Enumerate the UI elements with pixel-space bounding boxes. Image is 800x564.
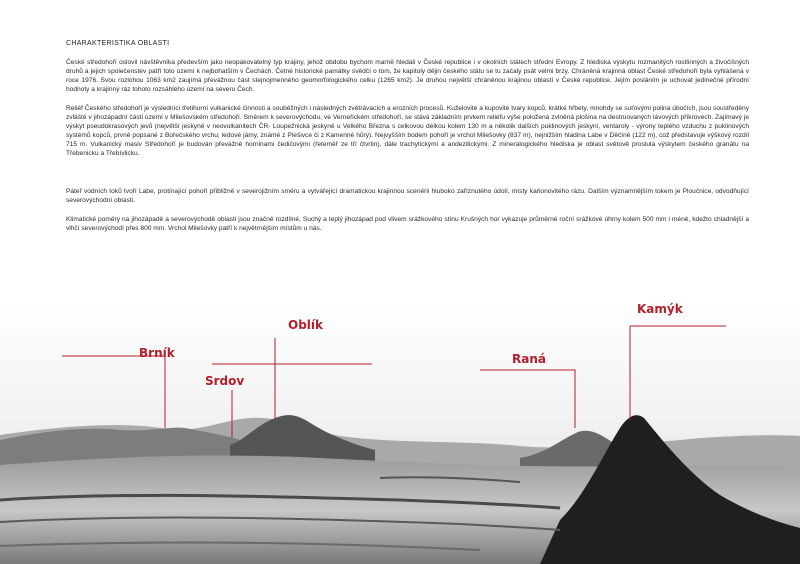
paragraph-intro: České středohoří oslovil návštěvníka především jako neopakovatelný typ krajiny, jehož obdobu bychom marně hledali v České republice i v okolních státech střední Evropy. Z hlediska výskytu rozmanitých rostlinných a živočišných druhů a jejich společenstev patří toto území k nejbohatším v Čechách. Četné historické památky svědčí o tom, že kapitoly dějin českého státu se tu začaly psát velmi brzy. Chráněná krajinná oblast České středohoří byla vyhlášena v roce 1976. Svou rozlohou 1063 km2 zaujímá převážnou část stejnojmenného geomorfologického celku (1265 km2). Je druhou největší chráněnou krajinou oblastí v České republice. Jejím posláním je uchovat jedinečné přírodní hodnoty a krajinný ráz tohoto rozsáhlého území na severu Čech. <box>66 59 749 94</box>
peak-label-oblik: Oblík <box>288 318 323 332</box>
peak-label-srdov: Srdov <box>205 374 245 388</box>
peak-label-brnik: Brník <box>139 346 175 360</box>
paragraph-climate: Klimatické poměry na jihozápadě a severovýchodě oblasti jsou značně rozdílné. Suchý a teplý jihozápad pod vlivem srážkového stínu Krušných hor vykazuje průměrné roční srážkové úhrny kolem 500 mm i méně, kdežto chladnější a vlhčí severovýchodí přes 800 mm. Vrchol Milešovky patří k největrnějším místům u nás. <box>66 216 749 233</box>
paragraph-rivers: Páteř vodních toků tvoří Labe, protínající pohoří přibližně v severojižním směru a vytvářející dramatickou krajinnou scenérii hluboko zaříznutého údolí, místy kaňonovitého rázu. Dalším významnějším tokem je Ploučnice, odvodňující severovýchodní oblasti. <box>66 188 749 205</box>
section-title: CHARAKTERISTIKA OBLASTI <box>66 40 170 47</box>
peak-label-kamyk: Kamýk <box>637 302 683 316</box>
paragraph-relief: Reliéf Českého středohoří je výsledníci třetihorní vulkanické činnosti a souběžných i následných zvětrávacích a erozních procesů. Kuželovité a kupovité tvary kopců, krátké hřbety, mnohdy se suťovými polina úbočích, jsou soustředěny zvláště v jihozápadní části území v Milešovském středohoří. Směrem k severovýchodu, ve Verneřickém středohoří, se stává základním prvkem reliéfu výše položená zvlněná plošina na destruovaných lávových příkrovech. Zajímavý je výskyt pseudokrasových jevů (největší jeskyně v neovulkanitech ČR- Loupežnická jeskyně u Velkého Března s celkovou délkou kolem 130 m a několik dalších puklinových jeskyní, ventaroly - výrony teplého vzduchu z puklinových systémů kopců, prvně popsané z Bořečského vrchu; ledové jámy, známé z Plešivce či z Kamenné hůry). Nejvyšším bodem pohoří je vrchol Milešovky (837 m), nejnižším hladina Labe v Děčíně (122 m), což představuje výškový rozdíl 715 m. Vulkanický masiv Středohoří je budován převážně horninami čedičovými (řeteměř ze tří čtvrtin), dále trachytickými a andezitickými. Z mineralogického hlediska je oblast světově proslulá výskytem českého granátu na Třebenicku a Třebívlicku. <box>66 105 749 158</box>
peak-label-rana: Raná <box>512 352 546 366</box>
landscape-photo <box>0 300 800 564</box>
